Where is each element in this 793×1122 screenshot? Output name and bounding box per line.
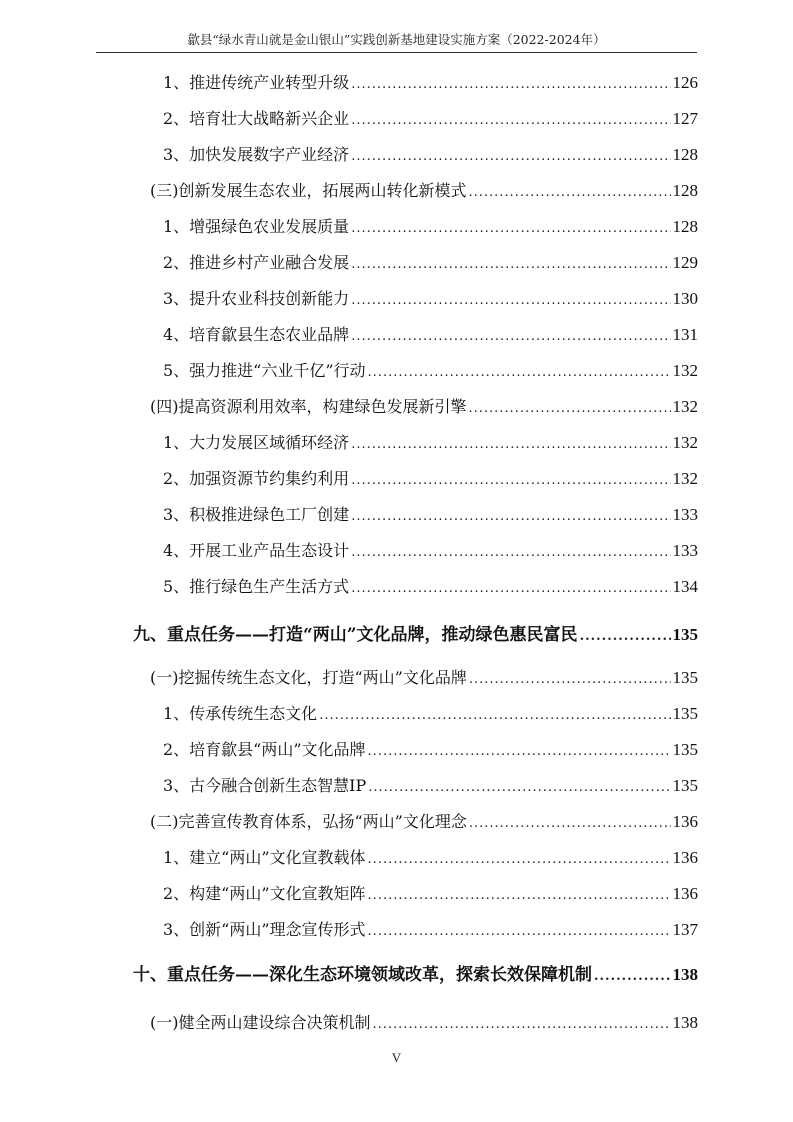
toc-dot-leader — [351, 216, 670, 242]
toc-subsection-entry[interactable] — [150, 214, 698, 240]
toc-section-entry[interactable] — [150, 665, 698, 691]
toc-section-entry[interactable] — [150, 1010, 698, 1036]
toc-entry-page: 126 — [672, 73, 698, 92]
toc-subsection-entry[interactable] — [150, 574, 698, 600]
toc-entry-title: 2、推进乡村产业融合发展 — [163, 253, 350, 272]
toc-dot-leader — [351, 252, 670, 278]
toc-dot-leader — [351, 540, 670, 566]
toc-entry-title: 1、增强绿色农业发展质量 — [163, 217, 350, 236]
toc-dot-leader — [594, 964, 671, 990]
toc-subsection-entry[interactable] — [150, 773, 698, 799]
toc-entry-title: 2、培育歙县“两山”文化品牌 — [163, 740, 366, 759]
toc-entry-page: 135 — [672, 668, 698, 687]
toc-dot-leader — [351, 288, 670, 314]
toc-dot-leader — [351, 108, 670, 134]
toc-dot-leader — [368, 739, 671, 765]
toc-entry-page: 135 — [672, 740, 698, 759]
toc-entry-page: 135 — [672, 625, 698, 644]
toc-entry-page: 132 — [672, 469, 698, 488]
toc-subsection-entry[interactable] — [150, 538, 698, 564]
toc-chapter-entry[interactable] — [133, 962, 698, 988]
toc-entry-page: 130 — [672, 289, 698, 308]
toc-subsection-entry[interactable] — [150, 430, 698, 456]
toc-entry-page: 135 — [672, 704, 698, 723]
toc-entry-page: 128 — [672, 181, 698, 200]
toc-entry-title: (二)完善宣传教育体系，弘扬“两山”文化理念 — [150, 812, 467, 831]
toc-subsection-entry[interactable] — [150, 737, 698, 763]
toc-dot-leader — [351, 504, 670, 530]
toc-dot-leader — [351, 324, 670, 350]
toc-dot-leader — [351, 72, 670, 98]
toc-subsection-entry[interactable] — [150, 358, 698, 384]
toc-dot-leader — [351, 432, 670, 458]
toc-entry-page: 134 — [672, 577, 698, 596]
toc-entry-page: 138 — [672, 1013, 698, 1032]
toc-section-entry[interactable] — [150, 809, 698, 835]
toc-entry-page: 136 — [672, 884, 698, 903]
toc-subsection-entry[interactable] — [150, 466, 698, 492]
toc-entry-title: 十、重点任务——深化生态环境领域改革，探索长效保障机制 — [133, 965, 592, 985]
toc-entry-title: 4、开展工业产品生态设计 — [163, 541, 350, 560]
toc-entry-title: 4、培育歙县生态农业品牌 — [163, 325, 350, 344]
toc-entry-page: 137 — [672, 920, 698, 939]
toc-entry-page: 132 — [672, 397, 698, 416]
toc-dot-leader — [351, 576, 670, 602]
toc-subsection-entry[interactable] — [150, 70, 698, 96]
toc-dot-leader — [319, 703, 670, 729]
toc-entry-title: 2、加强资源节约集约利用 — [163, 469, 350, 488]
toc-subsection-entry[interactable] — [150, 286, 698, 312]
toc-entry-title: 3、提升农业科技创新能力 — [163, 289, 350, 308]
toc-entry-page: 133 — [672, 505, 698, 524]
toc-entry-page: 136 — [672, 812, 698, 831]
toc-entry-title: 1、传承传统生态文化 — [163, 704, 318, 723]
toc-entry-title: 5、强力推进“六业千亿”行动 — [163, 361, 366, 380]
toc-dot-leader — [351, 468, 670, 494]
toc-entry-title: 1、建立“两山”文化宣教载体 — [163, 848, 366, 867]
toc-entry-title: (三)创新发展生态农业，拓展两山转化新模式 — [150, 181, 467, 200]
toc-entry-title: 2、构建“两山”文化宣教矩阵 — [163, 884, 366, 903]
toc-entry-title: 2、培育壮大战略新兴企业 — [163, 109, 350, 128]
toc-subsection-entry[interactable] — [150, 106, 698, 132]
toc-entry-page: 138 — [672, 965, 698, 984]
toc-entry-title: 3、积极推进绿色工厂创建 — [163, 505, 350, 524]
toc-entry-title: (一)挖掘传统生态文化，打造“两山”文化品牌 — [150, 668, 467, 687]
toc-dot-leader — [351, 144, 670, 170]
toc-subsection-entry[interactable] — [150, 250, 698, 276]
toc-entry-page: 128 — [672, 145, 698, 164]
toc-dot-leader — [469, 667, 671, 693]
toc-chapter-entry[interactable] — [133, 622, 698, 648]
toc-section-entry[interactable] — [150, 178, 698, 204]
toc-entry-page: 132 — [672, 361, 698, 380]
toc-entry-page: 133 — [672, 541, 698, 560]
toc-subsection-entry[interactable] — [150, 142, 698, 168]
toc-dot-leader — [368, 883, 671, 909]
toc-dot-leader — [368, 919, 671, 945]
toc-entry-title: (一)健全两山建设综合决策机制 — [150, 1013, 371, 1032]
toc-subsection-entry[interactable] — [150, 881, 698, 907]
toc-entry-title: 3、加快发展数字产业经济 — [163, 145, 350, 164]
toc-entry-title: 5、推行绿色生产生活方式 — [163, 577, 350, 596]
toc-dot-leader — [580, 624, 671, 650]
toc-entry-title: 九、重点任务——打造“两山”文化品牌，推动绿色惠民富民 — [133, 625, 578, 645]
toc-entry-title: (四)提高资源利用效率，构建绿色发展新引擎 — [150, 397, 467, 416]
toc-entry-title: 1、大力发展区域循环经济 — [163, 433, 350, 452]
toc-section-entry[interactable] — [150, 394, 698, 420]
toc-subsection-entry[interactable] — [150, 701, 698, 727]
toc-subsection-entry[interactable] — [150, 917, 698, 943]
toc-subsection-entry[interactable] — [150, 845, 698, 871]
page-number: V — [391, 1050, 402, 1065]
toc-entry-title: 3、创新“两山”理念宣传形式 — [163, 920, 366, 939]
toc-entry-page: 131 — [672, 325, 698, 344]
toc-entry-page: 135 — [672, 776, 698, 795]
toc-dot-leader — [469, 180, 671, 206]
toc-dot-leader — [469, 811, 671, 837]
toc-dot-leader — [368, 360, 671, 386]
toc-dot-leader — [368, 847, 671, 873]
toc-entry-page: 129 — [672, 253, 698, 272]
toc-entry-page: 128 — [672, 217, 698, 236]
toc-subsection-entry[interactable] — [150, 502, 698, 528]
toc-dot-leader — [368, 775, 670, 801]
toc-entry-title: 3、古今融合创新生态智慧IP — [163, 776, 367, 795]
toc-entry-page: 136 — [672, 848, 698, 867]
toc-entry-page: 132 — [672, 433, 698, 452]
toc-entry-title: 1、推进传统产业转型升级 — [163, 73, 350, 92]
toc-dot-leader — [469, 396, 671, 422]
toc-subsection-entry[interactable] — [150, 322, 698, 348]
running-header: 歙县“绿水青山就是金山银山”实践创新基地建设实施方案（2022-2024年） — [187, 32, 606, 47]
toc-entry-page: 127 — [672, 109, 698, 128]
toc-dot-leader — [373, 1012, 671, 1038]
